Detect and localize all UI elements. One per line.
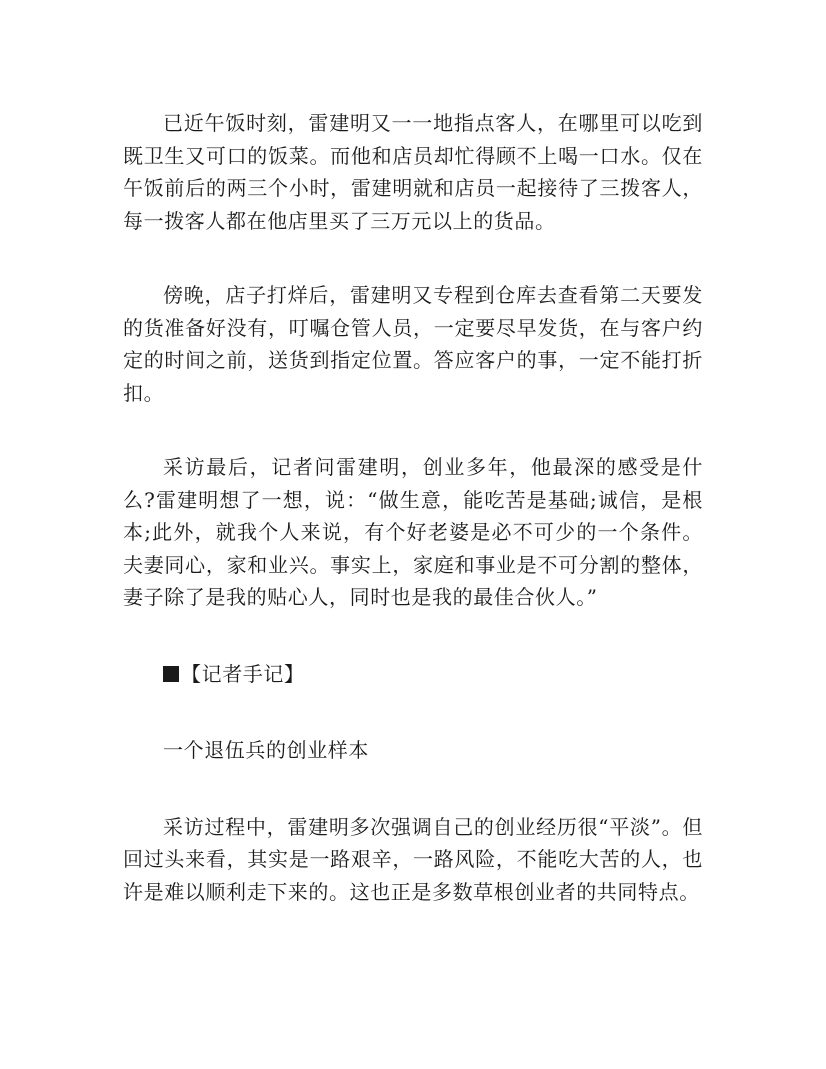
paragraph-closing: 采访过程中，雷建明多次强调自己的创业经历很“平淡”。但回过头来看，其实是一路艰辛，一路风险，不能吃大苦的人，也许是难以顺利走下来的。这也正是多数草根创业者的共同特点。 xyxy=(123,814,703,904)
paragraph-evening: 傍晚，店子打烊后，雷建明又专程到仓库去查看第二天要发的货准备好没有，叮嘱仓管人员，一定要尽早发货，在与客户约定的时间之前，送货到指定位置。答应客户的事，一定不能打折扣。 xyxy=(123,283,703,405)
section-heading-text: 【记者手记】 xyxy=(181,661,305,686)
document-page xyxy=(123,107,703,908)
paragraph-interview-end: 采访最后，记者问雷建明，创业多年，他最深的感受是什么?雷建明想了一想，说：“做生意，能吃苦是基础;诚信，是根本;此外，就我个人来说，有个好老婆是必不可少的一个条件。夫妻同心，家和业兴。事实上，家庭和事业是不可分割的整体，妻子除了是我的贴心人，同时也是我的最佳合伙人。” xyxy=(123,455,703,609)
section-heading xyxy=(123,658,703,691)
subtitle: 一个退伍兵的创业样本 xyxy=(163,738,369,762)
paragraph-lunch: 已近午饭时刻，雷建明又一一地指点客人，在哪里可以吃到既卫生又可口的饭菜。而他和店员却忙得顾不上喝一口水。仅在午饭前后的两三个小时，雷建明就和店员一起接待了三拨客人，每一拨客人都在他店里买了三万元以上的货品。 xyxy=(123,111,703,233)
black-square-icon xyxy=(163,666,179,682)
